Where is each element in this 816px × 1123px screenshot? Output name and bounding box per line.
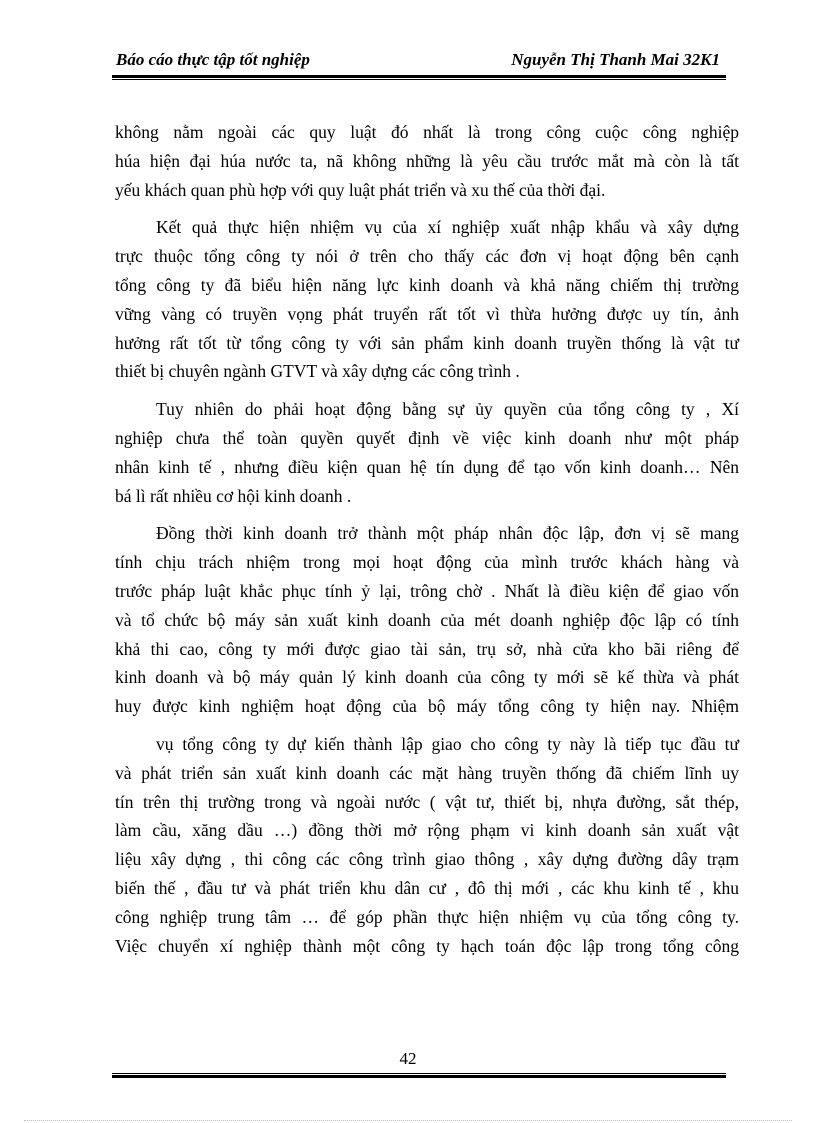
- paragraph-5: [115, 730, 739, 960]
- paragraph-2: [115, 213, 739, 386]
- author-name: Nguyễn Thị Thanh Mai 32K1: [511, 50, 720, 69]
- text-line: và tổ chức bộ máy sản xuất kinh doanh của mét doanh nghiệp độc lập có tính: [115, 609, 739, 630]
- text-line: bá lì rất nhiều cơ hội kinh doanh .: [115, 485, 352, 506]
- page-header: [112, 48, 724, 72]
- text-line: yếu khách quan phù hợp với quy luật phát triển và xu thế của thời đại.: [115, 179, 606, 200]
- text-line: làm cầu, xăng dầu …) đồng thời mở rộng phạm vi kinh doanh sản xuất vật: [115, 820, 739, 841]
- page-number: 42: [399, 1049, 417, 1068]
- text-line: tín trên thị trường trong và ngoài nước ( vật tư, thiết bị, nhựa đường, sắt thép,: [115, 791, 739, 812]
- text-line: trực thuộc tổng công ty nói ở trên cho thấy các đơn vị hoạt động bên cạnh: [115, 246, 739, 267]
- header-divider: [112, 75, 726, 80]
- text-line: biến thế , đầu tư và phát triển khu dân cư , đô thị mới , các khu kinh tế , khu: [115, 877, 739, 898]
- text-line: vụ tổng công ty dự kiến thành lập giao cho công ty này là tiếp tục đầu tư: [156, 733, 739, 754]
- text-line: nhân kinh tế , nhưng điều kiện quan hệ tín dụng để tạo vốn kinh doanh… Nên: [115, 456, 739, 477]
- text-line: Việc chuyển xí nghiệp thành một công ty hạch toán độc lập trong tổng công: [115, 935, 739, 956]
- text-line: Đồng thời kinh doanh trở thành một pháp nhân độc lập, đơn vị sẽ mang: [156, 523, 739, 544]
- text-line: tổng công ty đã biểu hiện năng lực kinh doanh và khả năng chiếm thị trường: [115, 274, 739, 295]
- text-line: huy được kinh nghiệm hoạt động của bộ máy tổng công ty hiện nay. Nhiệm: [115, 696, 739, 717]
- paragraph-1: [115, 118, 739, 204]
- document-body: [115, 118, 739, 960]
- text-line: khả thi cao, công ty mới được giao tài sản, trụ sở, nhà cửa kho bãi riêng để: [115, 638, 739, 659]
- paragraph-3: [115, 395, 739, 510]
- text-line: hưởng rất tốt từ tổng công ty với sản phẩm kinh doanh truyền thống là vật tư: [115, 332, 739, 353]
- text-line: kinh doanh và bộ máy quản lý kinh doanh của công ty mới sẽ kế thừa và phát: [115, 667, 739, 688]
- text-line: húa hiện đại húa nước ta, nã không những là yêu cầu trước mắt mà còn là tất: [115, 150, 739, 171]
- text-line: thiết bị chuyên ngành GTVT và xây dựng các công trình .: [115, 361, 520, 382]
- text-line: vững vàng có truyền vọng phát truyển rất tốt vì thừa hưởng được uy tín, ảnh: [115, 303, 739, 324]
- text-line: không nằm ngoài các quy luật đó nhất là trong công cuộc công nghiệp: [115, 122, 739, 142]
- text-line: tính chịu trách nhiệm trong mọi hoạt động của mình trước khách hàng và: [115, 552, 739, 573]
- text-line: Kết quả thực hiện nhiệm vụ của xí nghiệp xuất nhập khẩu và xây dựng: [156, 217, 739, 238]
- footer-divider: [112, 1073, 726, 1078]
- text-line: liệu xây dựng , thi công các công trình giao thông , xây dựng đường dây trạm: [115, 849, 739, 870]
- paragraph-4: [115, 519, 739, 721]
- text-line: Tuy nhiên do phải hoạt động bằng sự ủy quyền của tổng công ty , Xí: [156, 399, 739, 420]
- text-line: nghiệp chưa thể toàn quyền quyết định về việc kinh doanh như một pháp: [115, 427, 739, 448]
- text-line: và phát triển sản xuất kinh doanh các mặt hàng truyền thống đã chiếm lĩnh uy: [115, 762, 739, 783]
- text-line: công nghiệp trung tâm … để góp phần thực hiện nhiệm vụ của tổng công ty.: [115, 906, 739, 927]
- text-line: trước pháp luật khắc phục tính ỷ lại, trông chờ . Nhất là điều kiện để giao vốn: [115, 580, 739, 601]
- report-title: Báo cáo thực tập tốt nghiệp: [116, 50, 310, 69]
- page-edge-divider: [24, 1120, 792, 1121]
